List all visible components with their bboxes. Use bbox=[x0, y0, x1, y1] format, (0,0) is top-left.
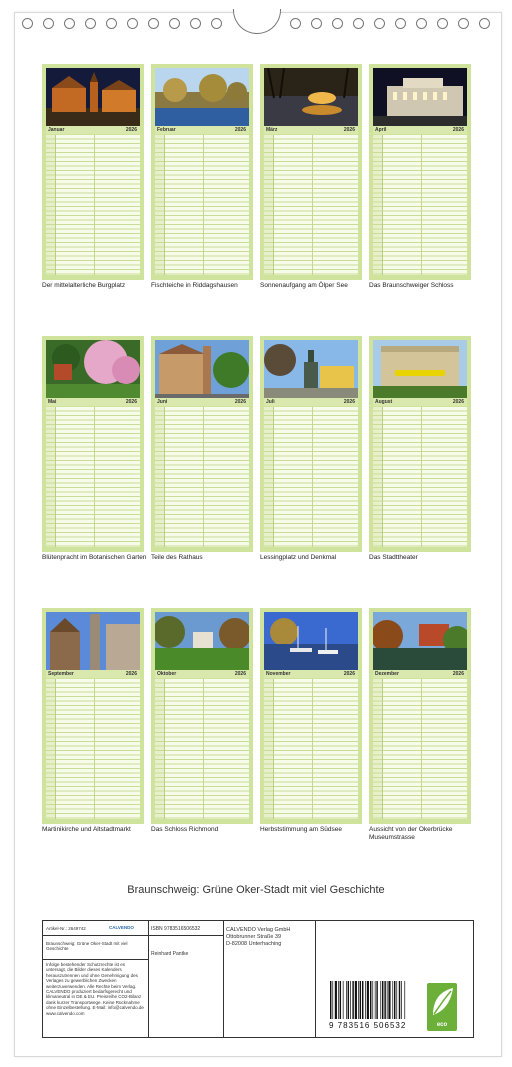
day-grid bbox=[46, 679, 140, 819]
month-header bbox=[264, 398, 358, 406]
day-grid bbox=[155, 407, 249, 547]
binding-hole bbox=[190, 18, 201, 29]
month-name: Juni bbox=[157, 399, 168, 405]
day-grid bbox=[373, 407, 467, 547]
binding-hole bbox=[148, 18, 159, 29]
month-caption: Sonnenaufgang am Ölper See bbox=[260, 282, 348, 289]
binding-hole bbox=[85, 18, 96, 29]
eco-badge bbox=[427, 983, 457, 1031]
day-grid bbox=[155, 679, 249, 819]
month-year: 2026 bbox=[234, 399, 246, 405]
month-name: März bbox=[266, 127, 278, 133]
day-grid bbox=[155, 135, 249, 275]
binding-hole bbox=[353, 18, 364, 29]
month-year: 2026 bbox=[234, 671, 246, 677]
binding-hole bbox=[416, 18, 427, 29]
day-grid bbox=[264, 135, 358, 275]
author: Reinhard Pantke bbox=[151, 951, 189, 957]
month-name: August bbox=[375, 399, 393, 405]
binding-hole bbox=[311, 18, 322, 29]
month-card-5 bbox=[42, 336, 144, 552]
month-year: 2026 bbox=[125, 127, 137, 133]
calvendo-logo: CALVENDO bbox=[109, 925, 134, 930]
month-caption: Das Braunschweiger Schloss bbox=[369, 282, 454, 289]
day-grid bbox=[373, 135, 467, 275]
month-photo bbox=[264, 612, 358, 670]
calendar-title: Braunschweig: Grüne Oker-Stadt mit viel Geschichte bbox=[127, 884, 385, 896]
isbn: ISBN 9783516506532 bbox=[151, 926, 201, 932]
binding-hole bbox=[437, 18, 448, 29]
binding-hole bbox=[43, 18, 54, 29]
month-name: Februar bbox=[157, 127, 176, 133]
article-number: Artikel-Nr.: 2649742 bbox=[46, 926, 86, 931]
month-year: 2026 bbox=[125, 399, 137, 405]
binding-hole bbox=[395, 18, 406, 29]
month-header bbox=[373, 398, 467, 406]
binding-hole bbox=[106, 18, 117, 29]
month-photo bbox=[46, 612, 140, 670]
binding-hole bbox=[169, 18, 180, 29]
binding-hole bbox=[22, 18, 33, 29]
month-card-1 bbox=[42, 64, 144, 280]
month-year: 2026 bbox=[452, 127, 464, 133]
month-caption: Lessingplatz und Denkmal bbox=[260, 554, 337, 561]
binding-hole bbox=[64, 18, 75, 29]
month-photo bbox=[373, 68, 467, 126]
day-grid bbox=[264, 407, 358, 547]
month-name: Mai bbox=[48, 399, 57, 405]
month-header bbox=[155, 398, 249, 406]
month-caption: Martinikirche und Altstadtmarkt bbox=[42, 826, 131, 833]
month-card-4 bbox=[369, 64, 471, 280]
leaf-icon bbox=[427, 983, 457, 1023]
month-caption: Teile des Rathaus bbox=[151, 554, 203, 561]
month-header bbox=[155, 126, 249, 134]
month-header bbox=[264, 670, 358, 678]
day-grid bbox=[46, 407, 140, 547]
month-name: Oktober bbox=[157, 671, 177, 677]
month-card-12 bbox=[369, 608, 471, 824]
month-photo bbox=[46, 68, 140, 126]
month-year: 2026 bbox=[452, 399, 464, 405]
binding-hole bbox=[332, 18, 343, 29]
month-year: 2026 bbox=[125, 671, 137, 677]
month-year: 2026 bbox=[343, 127, 355, 133]
day-grid bbox=[46, 135, 140, 275]
publisher-street: Ottobrunner Straße 39 bbox=[226, 934, 282, 940]
month-name: April bbox=[375, 127, 387, 133]
eco-label: eco bbox=[436, 1022, 448, 1028]
month-year: 2026 bbox=[343, 671, 355, 677]
month-photo bbox=[373, 340, 467, 398]
month-caption: Blütenpracht im Botanischen Garten bbox=[42, 554, 147, 561]
month-caption: Herbststimmung am Südsee bbox=[260, 826, 343, 833]
month-header bbox=[155, 670, 249, 678]
month-card-3 bbox=[260, 64, 362, 280]
info-box bbox=[42, 920, 474, 1038]
month-header bbox=[46, 670, 140, 678]
month-name: Januar bbox=[48, 127, 65, 133]
month-photo bbox=[264, 68, 358, 126]
month-card-8 bbox=[369, 336, 471, 552]
publisher-name: CALVENDO Verlag GmbH bbox=[226, 927, 291, 933]
month-header bbox=[264, 126, 358, 134]
month-caption: Der mittelalterliche Burgplatz bbox=[42, 282, 126, 289]
month-card-9 bbox=[42, 608, 144, 824]
publisher-city: D-82008 Unterhaching bbox=[226, 941, 282, 947]
month-header bbox=[373, 670, 467, 678]
month-photo bbox=[373, 612, 467, 670]
short-title: Braunschweig: Grüne Oker-Stadt mit viel Geschichte bbox=[46, 941, 128, 952]
month-card-2 bbox=[151, 64, 253, 280]
month-photo bbox=[46, 340, 140, 398]
month-name: Dezember bbox=[375, 671, 399, 677]
month-card-6 bbox=[151, 336, 253, 552]
month-header bbox=[46, 126, 140, 134]
barcode-number: 9 783516 506532 bbox=[329, 1021, 407, 1030]
binding-hole bbox=[127, 18, 138, 29]
binding-hole bbox=[479, 18, 490, 29]
binding-hole bbox=[211, 18, 222, 29]
day-grid bbox=[373, 679, 467, 819]
month-photo bbox=[155, 68, 249, 126]
binding-hole bbox=[374, 18, 385, 29]
month-header bbox=[373, 126, 467, 134]
month-photo bbox=[155, 340, 249, 398]
month-name: Juli bbox=[266, 399, 275, 405]
legal-text: Infolge bestehender Schutzrechte ist es untersagt, die Bilder dieses Kalenders herauszutrennen und ohne Genehmigung des Verlages zu gewerblichen Zwecken weiterzuverwenden. Alle Rechte beim Verlag. CALVENDO produziert bedarfsgerecht und klimaneutral in DE & EU. Preisreihe CO2-Bilanz dank kurzer Transportwege. Keine Rücknahme ohne Einzelbestellung. E-Mail: info@calvendo.de www.calvendo.com bbox=[46, 962, 144, 1016]
binding-hole bbox=[458, 18, 469, 29]
month-year: 2026 bbox=[343, 399, 355, 405]
month-header bbox=[46, 398, 140, 406]
month-card-11 bbox=[260, 608, 362, 824]
month-caption: Das Schloss Richmond bbox=[151, 826, 219, 833]
barcode bbox=[328, 981, 432, 1019]
month-photo bbox=[155, 612, 249, 670]
month-card-10 bbox=[151, 608, 253, 824]
month-year: 2026 bbox=[234, 127, 246, 133]
month-name: November bbox=[266, 671, 291, 677]
month-caption: Fischteiche in Riddagshausen bbox=[151, 282, 238, 289]
month-caption: Aussicht von der Okerbrücke Museumstrasse bbox=[369, 826, 453, 841]
month-photo bbox=[264, 340, 358, 398]
month-year: 2026 bbox=[452, 671, 464, 677]
day-grid bbox=[264, 679, 358, 819]
month-card-7 bbox=[260, 336, 362, 552]
binding-hole bbox=[290, 18, 301, 29]
month-name: September bbox=[48, 671, 74, 677]
month-caption: Das Stadttheater bbox=[369, 554, 418, 561]
